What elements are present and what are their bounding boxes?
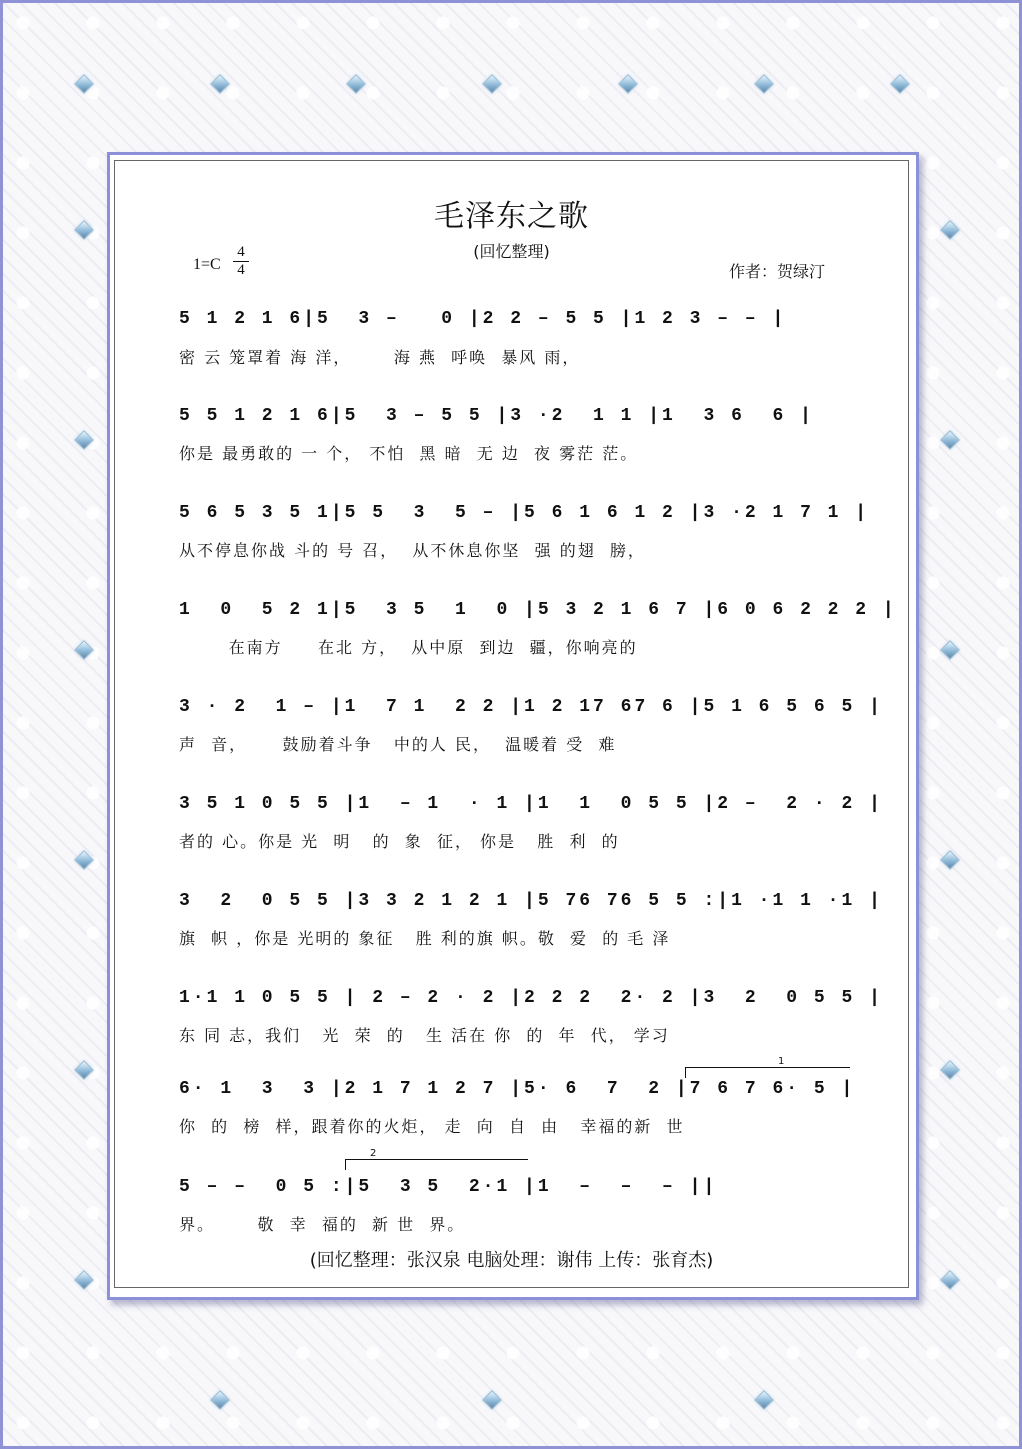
lyrics-line: 你 的 榜 样，跟着你的火炬， 走 向 自 由 幸福的新 世 xyxy=(179,1117,685,1136)
time-signature-top: 4 xyxy=(237,244,245,260)
first-ending-bracket xyxy=(685,1056,850,1078)
first-ending-number: 1 xyxy=(778,1056,785,1067)
jewel-ornament xyxy=(754,1390,774,1410)
jewel-ornament xyxy=(754,74,774,94)
jewel-ornament xyxy=(940,1060,960,1080)
song-subtitle: (回忆整理) xyxy=(473,242,550,261)
jewel-ornament xyxy=(74,850,94,870)
lyrics-line: 声 音， 鼓励着斗争 中的人 民， 温暖着 受 难 xyxy=(179,735,617,754)
song-title: 毛泽东之歌 xyxy=(434,199,589,234)
notes-line: 1·1 1 0 5 5 | 2 – 2 · 2 |2 2 2 2· 2 |3 2 0 5 5 | xyxy=(179,988,883,1008)
jewel-ornament xyxy=(74,220,94,240)
notes-line: 3 2 0 5 5 |3 3 2 1 2 1 |5 76 76 5 5 :|1 ·1 1 ·1 | xyxy=(179,891,883,911)
jewel-ornament xyxy=(940,430,960,450)
notes-line: 5 1 2 1 6|5 3 – 0 |2 2 – 5 5 |1 2 3 – – | xyxy=(179,309,787,329)
lyrics-line: 你是 最勇敢的 一 个， 不怕 黑 暗 无 边 夜 雾茫 茫。 xyxy=(179,444,639,463)
lyrics-line: 密 云 笼罩着 海 洋， 海 燕 呼唤 暴风 雨， xyxy=(179,348,581,367)
lyrics-line: 在南方 在北 方， 从中原 到边 疆，你响亮的 xyxy=(179,638,638,657)
jewel-ornament xyxy=(940,220,960,240)
lyrics-line: 界。 敬 幸 福的 新 世 界。 xyxy=(179,1215,466,1234)
notes-line: 6· 1 3 3 |2 1 7 1 2 7 |5· 6 7 2 |7 6 7 6· 5 | xyxy=(179,1079,856,1099)
notes-line: 5 – – 0 5 :|5 3 5 2·1 |1 – – – || xyxy=(179,1177,718,1197)
jewel-ornament xyxy=(482,74,502,94)
second-ending-bracket xyxy=(345,1148,528,1170)
lyrics-line: 旗 帜 ，你是 光明的 象征 胜 利的旗 帜。敬 爱 的 毛 泽 xyxy=(179,929,671,948)
notes-line: 5 5 1 2 1 6|5 3 – 5 5 |3 ·2 1 1 |1 3 6 6 | xyxy=(179,406,814,426)
jewel-ornament xyxy=(618,74,638,94)
time-signature-bottom: 4 xyxy=(233,261,249,279)
second-ending-number: 2 xyxy=(370,1148,377,1159)
lyrics-line: 者的 心。你是 光 明 的 象 征， 你是 胜 利 的 xyxy=(179,832,620,851)
lyrics-line: 东 同 志，我们 光 荣 的 生 活在 你 的 年 代， 学习 xyxy=(179,1026,670,1045)
jewel-ornament xyxy=(890,74,910,94)
jewel-ornament xyxy=(482,1390,502,1410)
notes-line: 3 5 1 0 5 5 |1 – 1 · 1 |1 1 0 5 5 |2 – 2 · 2 | xyxy=(179,794,883,814)
score-sheet xyxy=(114,160,909,1288)
notes-line: 3 · 2 1 – |1 7 1 2 2 |1 2 17 67 6 |5 1 6 5 6 5 | xyxy=(179,697,883,717)
jewel-ornament xyxy=(74,1060,94,1080)
time-signature xyxy=(233,244,249,279)
jewel-ornament xyxy=(74,430,94,450)
key-signature: 1=C xyxy=(193,256,221,273)
jewel-ornament xyxy=(210,1390,230,1410)
author: 作者：贺绿汀 xyxy=(729,262,826,281)
notes-line: 1 0 5 2 1|5 3 5 1 0 |5 3 2 1 6 7 |6 0 6 2 2 2 | xyxy=(179,600,897,620)
lyrics-line: 从不停息你战 斗的 号 召， 从不休息你坚 强 的翅 膀， xyxy=(179,541,646,560)
credits: (回忆整理：张汉泉 电脑处理：谢伟 上传：张育杰) xyxy=(309,1250,714,1271)
jewel-ornament xyxy=(74,1270,94,1290)
jewel-ornament xyxy=(940,1270,960,1290)
jewel-ornament xyxy=(940,850,960,870)
jewel-ornament xyxy=(346,74,366,94)
notes-line: 5 6 5 3 5 1|5 5 3 5 – |5 6 1 6 1 2 |3 ·2 1 7 1 | xyxy=(179,503,870,523)
jewel-ornament xyxy=(74,74,94,94)
jewel-ornament xyxy=(210,74,230,94)
jewel-ornament xyxy=(940,640,960,660)
jewel-ornament xyxy=(74,640,94,660)
